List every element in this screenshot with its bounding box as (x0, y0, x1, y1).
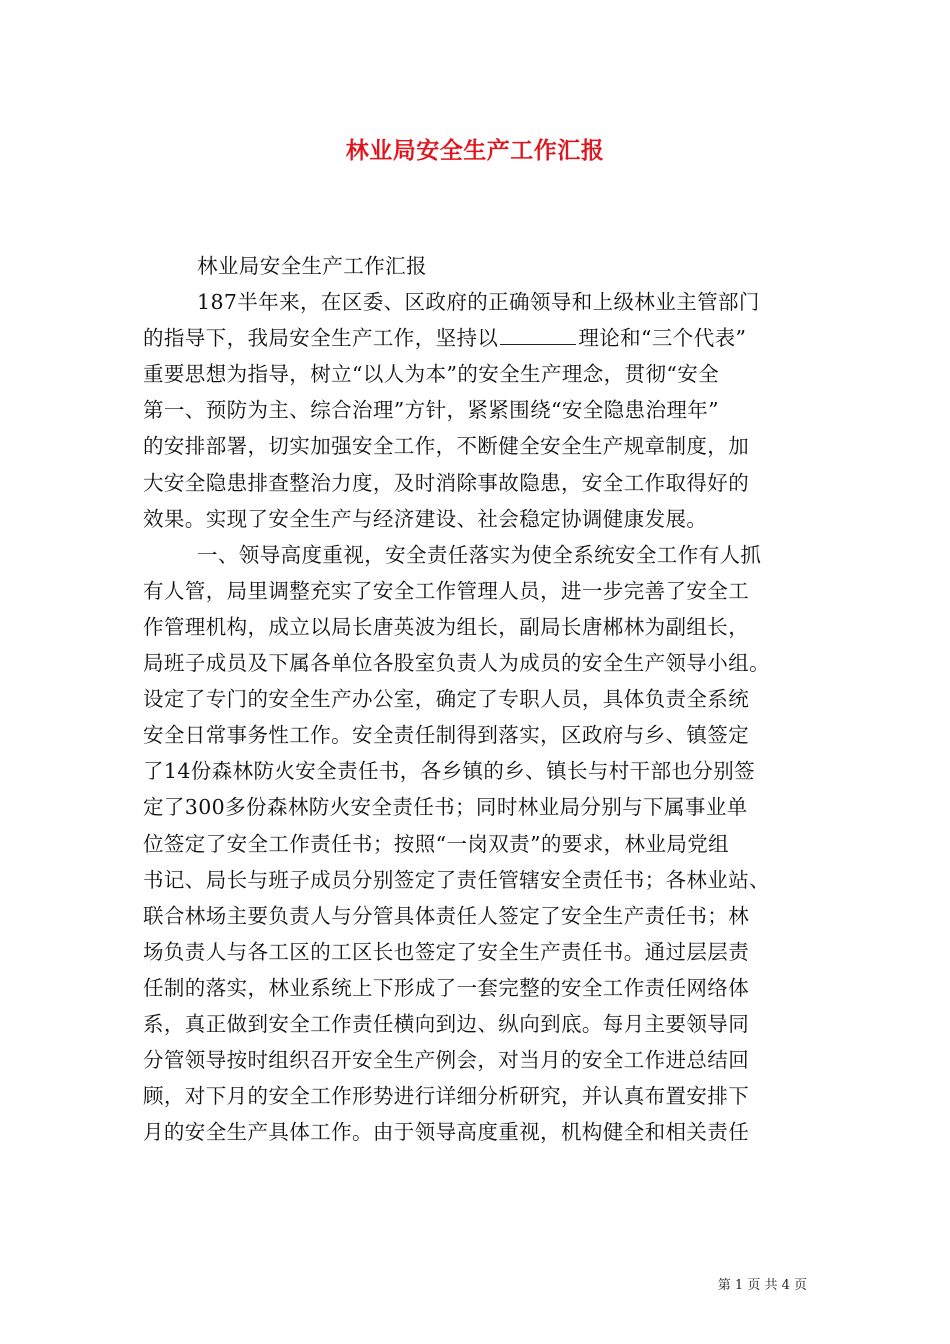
paragraph-line: 安全日常事务性工作。安全责任制得到落实，区政府与乡、镇签定 (143, 723, 750, 748)
paragraph-line: 大安全隐患排查整治力度，及时消除事故隐患，安全工作取得好的 (143, 470, 750, 495)
paragraph-line: 位签定了安全工作责任书；按照“一岗双责”的要求，林业局党组 (143, 831, 730, 856)
line-text: 的指导下，我局安全生产工作，坚持以 (143, 326, 499, 351)
blank-underline (500, 322, 576, 345)
page-number: 第 1 页 共 4 页 (717, 1278, 807, 1293)
paragraph-line: 设定了专门的安全生产办公室，确定了专职人员，具体负责全系统 (143, 687, 750, 712)
paragraph-line: 有人管，局里调整充实了安全工作管理人员，进一步完善了安全工 (143, 578, 750, 603)
paragraph-line: 月的安全生产具体工作。由于领导高度重视，机构健全和相关责任 (143, 1120, 750, 1145)
paragraph-line: 书记、局长与班子成员分别签定了责任管辖安全责任书；各林业站、 (143, 867, 770, 892)
paragraph-line: 场负责人与各工区的工区长也签定了安全生产责任书。通过层层责 (143, 939, 750, 964)
paragraph-line: 重要思想为指导，树立“以人为本”的安全生产理念，贯彻“安全 (143, 362, 720, 387)
paragraph-line: 任制的落实，林业系统上下形成了一套完整的安全工作责任网络体 (143, 975, 750, 1000)
paragraph-line (143, 320, 807, 356)
paragraph-line: 系，真正做到安全工作责任横向到边、纵向到底。每月主要领导同 (143, 1011, 750, 1036)
body-heading: 林业局安全生产工作汇报 (197, 254, 427, 278)
paragraph-line: 局班子成员及下属各单位各股室负责人为成员的安全生产领导小组。 (143, 651, 770, 676)
paragraph-line: 顾，对下月的安全工作形势进行详细分析研究，并认真布置安排下 (143, 1084, 750, 1109)
paragraph-line: 作管理机构，成立以局长唐英波为组长，副局长唐郴林为副组长， (143, 614, 750, 639)
paragraph-line: 效果。实现了安全生产与经济建设、社会稳定协调健康发展。 (143, 506, 708, 531)
paragraph-line: 联合林场主要负责人与分管具体责任人签定了安全生产责任书；林 (143, 903, 750, 928)
paragraph-line: 第一、预防为主、综合治理”方针，紧紧围绕“安全隐患治理年” (143, 398, 720, 423)
document-body (143, 248, 807, 1150)
line-text: 理论和“三个代表” (578, 326, 747, 351)
paragraph-line: 了14份森林防火安全责任书，各乡镇的乡、镇长与村干部也分别签 (143, 759, 756, 784)
paragraph-line: 分管领导按时组织召开安全生产例会，对当月的安全工作进总结回 (143, 1048, 750, 1073)
paragraph-line: 一、领导高度重视，安全责任落实为使全系统安全工作有人抓 (197, 542, 762, 567)
document-title: 林业局安全生产工作汇报 (345, 137, 605, 164)
paragraph-line: 187半年来，在区委、区政府的正确领导和上级林业主管部门 (197, 290, 760, 315)
paragraph-line: 定了300多份森林防火安全责任书；同时林业局分别与下属事业单 (143, 795, 748, 820)
paragraph-line: 的安排部署，切实加强安全工作，不断健全安全生产规章制度，加 (143, 434, 750, 459)
